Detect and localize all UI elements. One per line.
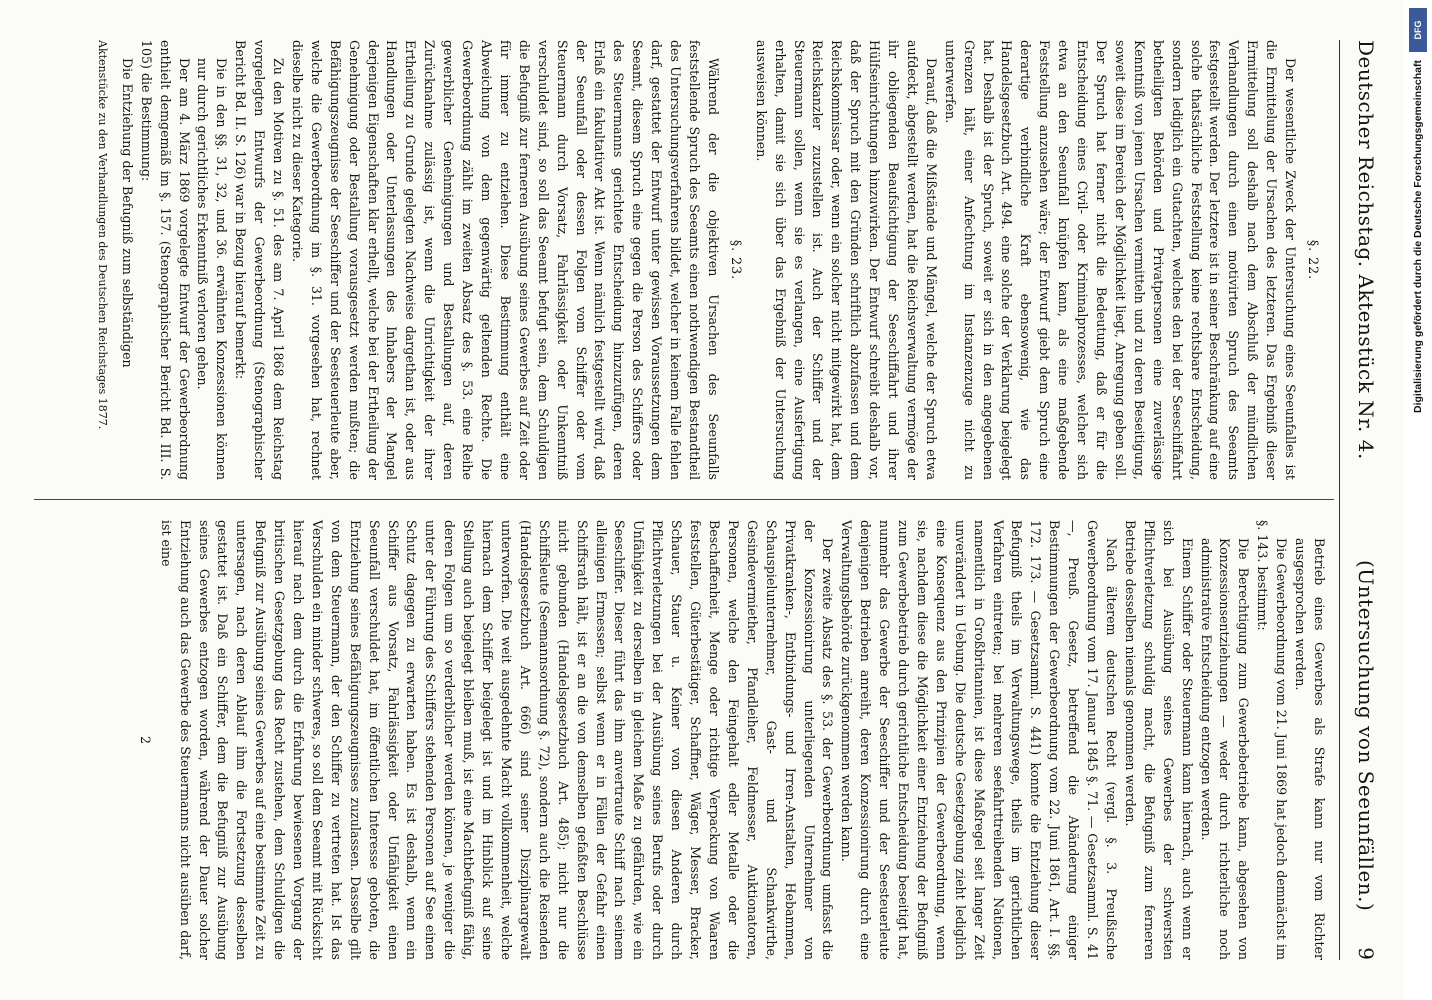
header-left-title: Deutscher Reichstag. Aktenstück Nr. 4. <box>1354 40 1378 460</box>
paragraph: Die Gewerbeordnung vom 21. Juni 1869 hat jedoch demnächst im §. 143. bestimmt: <box>1255 520 1290 960</box>
paragraph: Der wesentliche Zweck der Untersuchung eines Seeunfalles ist die Ermittelung der Ursachen des letzteren. Das Ergebniß dieser Ermittelung soll deshalb nach dem Abschluß der mündlichen Verhandlungen durch einen motivirten Spruch des Seeamts festgestellt werden. Der letztere ist in seiner Beschränkung auf eine solche thatsächliche Feststellung keine rechtsbare Entscheidung, sondern lediglich ein Gutachten, welches den bei der Seeschiffahrt betheiligten Behörden und Privatpersonen eine zuverlässige Kenntniß von jenen Ursachen vermitteln und zu deren Beseitigung, soweit diese im Bereich der Möglichkeit liegt, Anregung geben soll. Der Spruch hat ferner nicht die Bedeutung, daß er für die Entscheidung eines Civil- oder Kriminalprozesses, welcher sich etwa an den Seeunfall knüpfen kann, als eine maßgebende Feststellung anzusehen wäre; der Entwurf giebt dem Spruch eine derartige verbindliche Kraft ebensowenig, wie das Handelsgesetzbuch Art. 494. eine solche der Verklarung beigelegt hat. Deshalb ist der Spruch, soweit er sich in den angegebenen Grenzen hält, einer Anfechtung im Instanzenzuge nicht zu unterwerfen. <box>942 40 1299 480</box>
dfg-logo-text: DFG <box>1413 20 1423 40</box>
paragraph: Während der die objektiven Ursachen des Seeunfalls feststellende Spruch des Seeamts einen nothwendigen Bestandtheil des Untersuchungsverfahrens bildet, welcher in keinem Falle fehlen darf, gestattet der Entwurf unter gewissen Voraussetzungen dem Seeamt, diesem Spruch eine gegen die Person des Schiffers oder des Steuermanns gerichtete Entscheidung hinzuzufügen, deren Erlaß ein fakultativer Akt ist. Wenn nämlich festgestellt wird, daß der Seeunfall oder dessen Folgen vom Schiffer oder vom Steuermann durch Vorsatz, Fahrlässigkeit oder Unkenntniß verschuldet sind, so soll das Seeamt befugt sein, dem Schuldigen die Befugniß zur ferneren Ausübung seines Gewerbes auf Zeit oder für immer zu entziehen. Diese Bestimmung enthält eine Abweichung von dem gegenwärtig geltenden Rechte. Die Gewerbeordnung zählt im zweiten Absatz des §. 53. eine Reihe gewerblicher Genehmigungen und Bestallungen auf, deren Zurücknahme zulässig ist, wenn die Unrichtigkeit der ihrer Ertheilung zu Grunde gelegten Nachweise dargethan ist, oder aus Handlungen oder Unterlassungen des Inhabers der Mangel derjenigen Eigenschaften klar erhellt, welche bei der Ertheilung der Genehmigung oder Bestallung vorausgesetzt werden mußten; die Befähigungszeugnisse der Seeschiffer und der Seesteuerleute aber, welche die Gewerbeordnung im §. 31. vorgesehen hat, rechnet dieselbe nicht zu dieser Kategorie. <box>289 40 721 480</box>
paragraph: Einem Schiffer oder Steuermann kann hiernach, auch wenn er sich bei Ausübung seines Gewerbes der schwersten Pflichtverletzung schuldig macht, die Befugniß zum ferneren Betriebe desselben niemals genommen werden. <box>1122 520 1195 960</box>
signature-mark: 2 <box>137 735 153 744</box>
quoted-paragraph: Die Entziehung der Befugniß zum selbständigen <box>119 58 135 368</box>
quoted-paragraph: Die in den §§. 31, 32, und 36. erwähnten Konzessionen können nur durch gerichtliches Erkenntniß verloren gehen. <box>195 58 230 480</box>
section-heading: §. 22. <box>1306 239 1321 281</box>
paragraph: Der zweite Absatz des §. 53. der Gewerbeordnung umfasst die der Konzessionirung unterliegenden Unternehmer von Privatkranken-, Entbindungs- und Irren-Anstalten, Hebammen, Schauspielunternehmer, Gast- und Schankwirthe, Gesindevermiether, Pfandleiher, Feldmesser, Auktionatoren, Personen, welche den Feingehalt edler Metalle oder die Beschaffenheit, Menge oder richtige Verpackung von Waaren feststellen, Güterbestätiger, Schaffner, Wäger, Messer, Bracker, Schauer, Stauer u. Keiner von diesen Anderen durch Pflichtverletzungen bei der Ausübung seines Berufs oder durch Unfähigkeit zu derselben in gleichem Maße zu gefährden, wie ein Seeschiffer. Dieser führt das ihm anvertraute Schiff nach seinem alleinigen Ermessen; selbst wenn er in Fällen der Gefahr einen Schiffsrath hält, ist er an die von demselben gefaßten Beschlüsse nicht gebunden (Handelsgesetzbuch Art. 485); nicht nur die Schiffsleute (Seemannsordnung §. 72), sondern auch die Reisenden (Handelsgesetzbuch Art. 666) sind seiner Disziplinargewalt unterworfen. Die weit ausgedehnte Macht vollkommenheit, welche hiernach dem Schiffer beigelegt ist und im Hinblick auf seine Stellung auch beigelegt bleiben muß, ist eine Machtbefugniß fähig, deren Folgen um so verderblicher werden können, je weniger die unter der Führung des Schiffers stehenden Personen auf See einen Schutz dagegen zu erwarten haben. Es ist deshalb, wenn ein Schiffer aus Vorsatz, Fahrlässigkeit oder Unfähigkeit einen Seeunfall verschuldet hat, im öffentlichen Interesse geboten, die Entziehung seines Befähigungszeugnisses zuzulassen. Dasselbe gilt von dem Steuermann, der den Schiffer zu vertreten hat. Ist das Verschulden ein minder schweres, so soll dem Seeamt mit Rücksicht hierauf nach dem durch die Erfahrung bewiesenen Vorgang der britischen Gesetzgebung das Recht zustehen, dem Schuldigen die Befugniß zur Ausübung seines Gewerbes auf eine bestimmte Zeit zu untersagen, nach deren Ablauf ihm die Fortsetzung desselben gestattet ist. Daß ein Schiffer, dem die Befugniß zur Ausübung seines Gewerbes entzogen worden, während der Dauer solcher Entziehung auch das Gewerbe des Steuermanns nicht ausüben darf, ist eine <box>158 520 836 960</box>
page-footer: Aktenstücke zu den Verhandlungen des Deutschen Reichstages 1877. <box>95 40 109 430</box>
section-heading: §. 23. <box>728 239 744 281</box>
header-rule <box>1339 40 1340 960</box>
dfg-logo <box>1409 8 1427 52</box>
column-divider <box>34 499 1334 500</box>
right-column <box>135 520 1328 960</box>
paragraph: Zu den Motiven zu §. 51. des am 7. April 1868 dem Reichstag vorgelegten Entwurfs der Gewerbeordnung (Stenographischer Bericht Bd. II. S. 126) war in Bezug hierauf bemerkt: <box>233 40 287 480</box>
quoted-paragraph: Die Berechtigung zum Gewerbebetriebe kann, abgesehen von Konzessionsentziehungen — weder durch richterliche noch administrative Entscheidung entzogen werden. <box>1198 538 1252 960</box>
digitization-sidebar <box>1404 0 1432 1000</box>
page-number: 9 <box>1354 947 1378 960</box>
quoted-paragraph: Betrieb eines Gewerbes als Strafe kann nur vom Richter ausgesprochen werden. <box>1293 538 1327 960</box>
paragraph: Nach älterem deutschen Recht (vergl. §. 3. Preußische Gewerbeordnung vom 17. Januar 1845 §. 71. — Gesetzsamml. S. 41 —, Preuß. Gesetz, betreffend die Abänderung einiger Bestimmungen der Gewerbeordnung vom 22. Juni 1861, Art. I. §§. 172. 173. — Gesetzsamml. S. 441) konnte die Entziehung dieser Befugniß theils im Verwaltungswege, theils im gerichtlichen Verfahren eintreten; bei mehreren seefahrttreibenden Nationen, namentlich in Großbritannien, ist diese Maßregel seit langer Zeit unverändert in Uebung. Die deutsche Gesetzgebung zieht lediglich eine Konsequenz aus den Prinzipien der Gewerbeordnung, wenn sie, nachdem diese die Möglichkeit einer Entziehung der Befugniß zum Gewerbebetrieb durch gerichtliche Entscheidung beseitigt hat, nunmehr das Gewerbe der Seeschiffer und der Seesteuerleute denjenigen Betrieben anreiht, deren Konzessionirung durch eine Verwaltungsbehörde zurückgenommen werden kann. <box>839 520 1120 960</box>
paragraph: Darauf, daß die Mißstände und Mängel, welche der Spruch etwa aufdeckt, abgestellt werden, hat die Reichsverwaltung vermöge der ihr obliegenden Beaufsichtigung der Seeschiffahrt und ihrer Hülfseinrichtungen hinzuwirken. Der Entwurf schreibt deshalb vor, daß der Spruch mit den Gründen schriftlich abzufassen und dem Reichskommissar oder, wenn ein solcher nicht mitgewirkt hat, dem Reichskanzler zuzustellen ist. Auch der Schiffer und der Steuermann sollen, wenn sie es verlangen, eine Ausfertigung erhalten, damit sie sich über das Ergebniß der Untersuchung ausweisen können. <box>753 40 939 480</box>
paragraph: Der am 4. März 1869 vorgelegte Entwurf der Gewerbeordnung enthielt demgemäß im §. 157. (Stenographischer Bericht Bd. III. S. 105) die Bestimmung: <box>138 40 192 480</box>
running-header <box>1338 40 1378 960</box>
funding-credit: Digitalisierung gefördert durch die Deutsche Forschungsgemeinschaft <box>1412 60 1424 413</box>
left-column <box>92 40 1328 480</box>
header-right-title: (Untersuchung von Seeunfällen.) <box>1354 560 1378 912</box>
